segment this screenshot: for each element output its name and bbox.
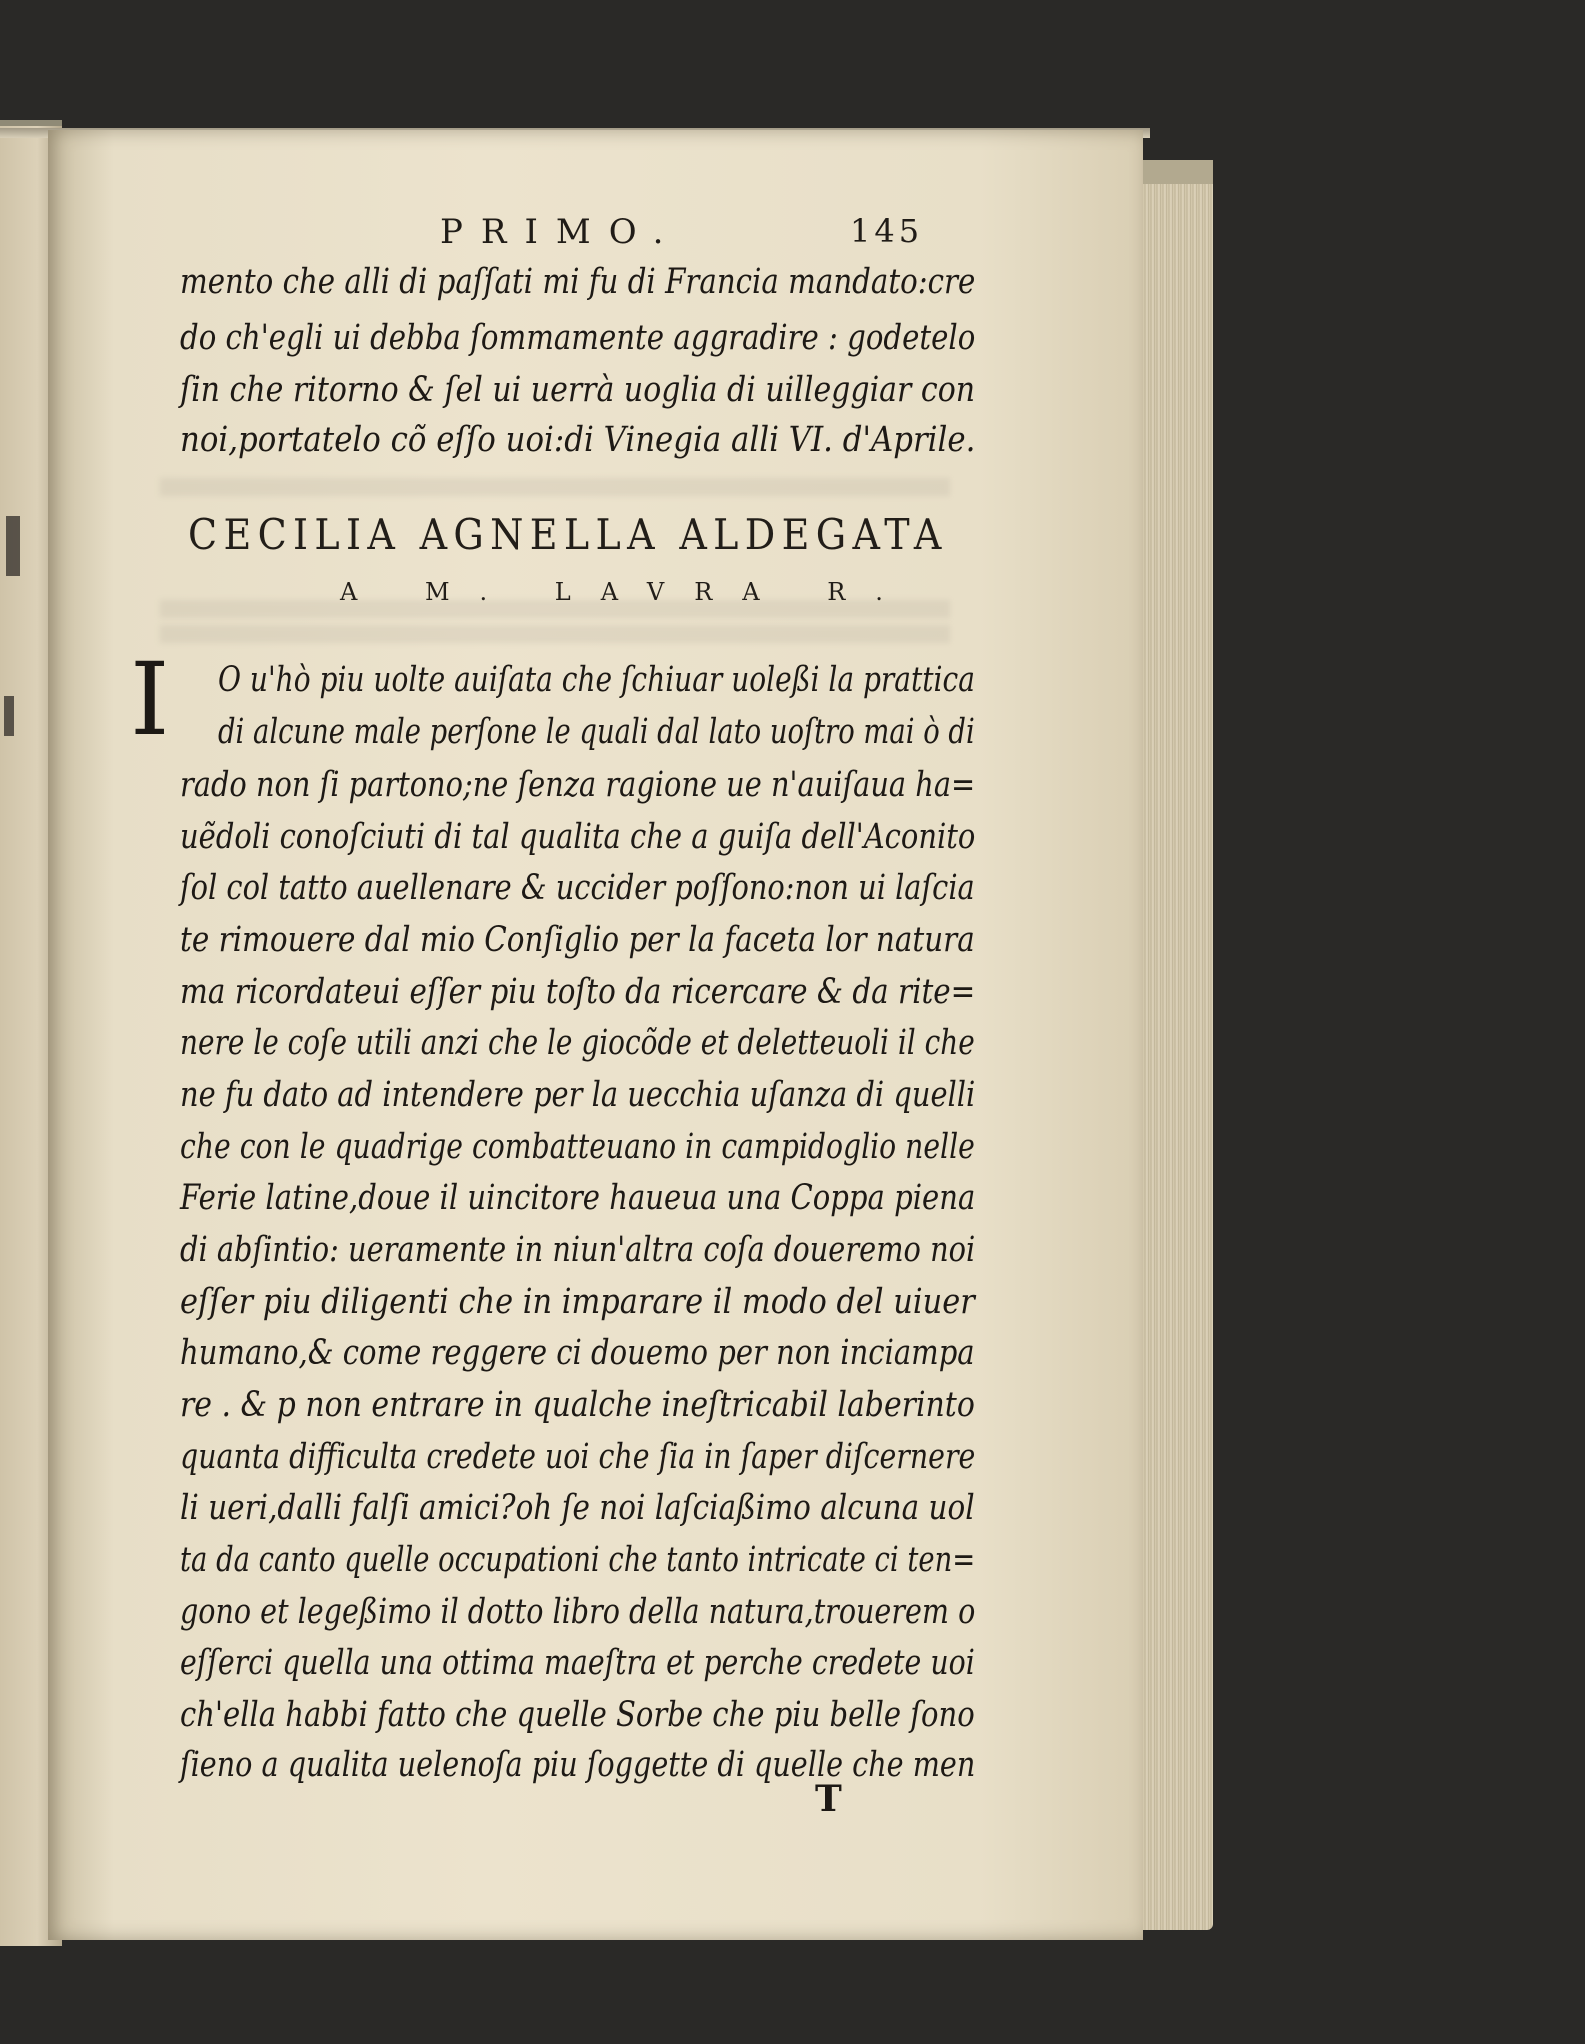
body-line: humano,& come reggere ci douemo per non inciampa: [180, 1333, 975, 1373]
letter-subheading: A M. LAVRA R.: [340, 578, 913, 606]
intro-line: mento che alli di paſſati mi fu di Francia mandato:cre: [180, 262, 976, 302]
body-line: Ferie latine,doue il uincitore haueua una Coppa piena: [180, 1178, 976, 1218]
show-through: [160, 478, 950, 496]
bleed-mark: [4, 696, 14, 736]
running-head: PRIMO.: [440, 212, 682, 252]
body-line: ſol col tatto auellenare & uccider poſſono:non ui laſcia: [180, 868, 975, 908]
body-line: eſſerci quella una ottima maeſtra et perche credete uoi: [180, 1643, 975, 1683]
body-line: ſieno a qualita uelenoſa piu ſoggette di quelle che men: [180, 1745, 976, 1785]
intro-line: ſin che ritorno & ſel ui uerrà uoglia di uilleggiar con: [180, 370, 976, 410]
body-line: nere le coſe utili anzi che le giocõde et deletteuoli il che: [180, 1023, 975, 1063]
body-line: te rimouere dal mio Conſiglio per la faceta lor natura: [180, 920, 975, 960]
body-line: re . & p non entrare in qualche ineſtricabil laberinto: [180, 1385, 975, 1425]
intro-line: do ch'egli ui debba ſommamente aggradire : godetelo: [180, 318, 976, 358]
drop-cap: I: [130, 641, 170, 758]
body-line: ne fu dato ad intendere per la uecchia uſanza di quelli: [180, 1075, 976, 1115]
body-line: di abſintio: ueramente in niun'altra coſa doueremo noi: [180, 1230, 976, 1270]
body-line: quanta difficulta credete uoi che ſia in ſaper diſcernere: [180, 1437, 976, 1477]
body-line: eſſer piu diligenti che in imparare il modo del uiuer: [180, 1282, 975, 1322]
signature-mark: T: [815, 1778, 842, 1820]
body-line: rado non ſi partono;ne ſenza ragione ue n'auiſaua ha=: [180, 765, 976, 805]
show-through: [160, 625, 950, 643]
letter-heading: CECILIA AGNELLA ALDEGATA: [188, 510, 948, 559]
fore-edge: [1143, 160, 1213, 1930]
body-line: ch'ella habbi fatto che quelle Sorbe che piu belle ſono: [180, 1695, 975, 1735]
page-number: 145: [850, 212, 924, 250]
body-line: che con le quadrige combatteuano in campidoglio nelle: [180, 1127, 975, 1167]
body-line: li ueri,dalli falſi amici?oh ſe noi laſciaßimo alcuna uol: [180, 1488, 975, 1528]
fore-edge-top: [1143, 160, 1213, 184]
bleed-mark: [6, 516, 20, 576]
body-line: gono et legeßimo il dotto libro della natura,trouerem o: [180, 1592, 976, 1632]
body-line: ma ricordateui eſſer piu toſto da ricercare & da rite=: [180, 972, 976, 1012]
body-line: O u'hò piu uolte auiſata che ſchiuar uoleßi la prattica: [218, 660, 975, 700]
body-line: ta da canto quelle occupationi che tanto intricate ci ten=: [180, 1540, 976, 1580]
body-line: di alcune male perſone le quali dal lato uoſtro mai ò di: [218, 712, 975, 752]
body-line: uẽdoli conoſciuti di tal qualita che a guiſa dell'Aconito: [180, 817, 976, 857]
intro-line: noi,portatelo cõ eſſo uoi:di Vinegia alli VI. d'Aprile.: [180, 420, 976, 460]
